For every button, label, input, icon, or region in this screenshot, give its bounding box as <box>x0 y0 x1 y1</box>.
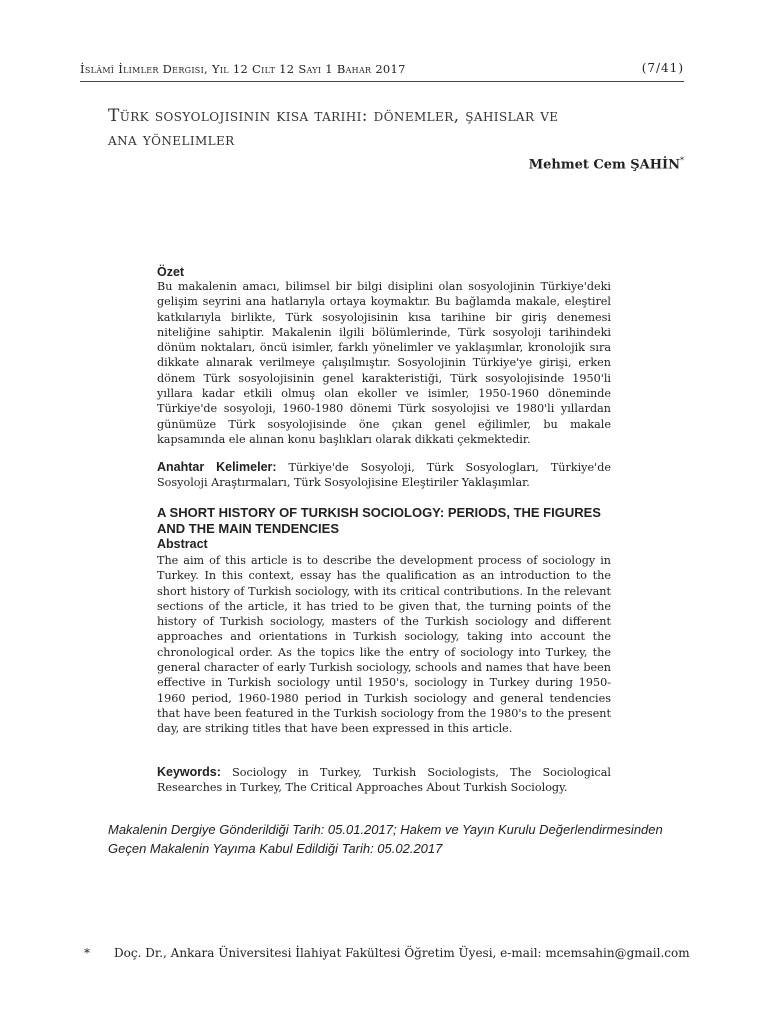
article-title <box>108 104 648 152</box>
header-rule <box>80 81 684 82</box>
english-keywords-label: Keywords: <box>157 765 221 779</box>
english-keywords <box>157 765 611 796</box>
journal-header: İslâmî İlimler Dergisi, Yıl 12 Cilt 12 Sayı 1 Bahar 2017 <box>80 62 406 76</box>
title-line-1: Türk sosyolojisinin kısa tarihi: dönemler, şahıslar ve <box>108 106 559 126</box>
author-name <box>529 156 684 172</box>
ozet-body: Bu makalenin amacı, bilimsel bir bilgi disiplini olan sosyolojinin Türkiye'deki gelişim seyrini ana hatlarıyla ortaya koymaktır. Bu bağlamda makale, eleştirel katkılarıyla birlikte, Türk sosyolojisinin kısa tarihine bir giriş denemesi niteliğine sahiptir. Makalenin ilgili bölümlerinde, Türk sosyoloji tarihindeki dönüm noktaları, öncü isimler, farklı yönelimler ve yaklaşımlar, kronolojik sıra dikkate alınarak verilmeye çalışılmıştır. Sosyolojinin Türkiye'ye girişi, erken dönem Türk sosyolojisinin genel karakteristiği, Türk sosyolojisinde 1950'li yıllara kadar etkili olmuş olan ekoller ve isimler, 1950-1960 döneminde Türkiye'de sosyoloji, 1960-1980 dönemi Türk sosyolojisi ve 1980'li yıllardan günümüze Türk sosyolojisinde öne çıkan genel eğilimler, bu makale kapsamında ele alınan konu başlıkları olarak dikkati çekmektedir. <box>157 280 611 446</box>
title-line-2: ana yönelimler <box>108 130 235 150</box>
turkish-keywords <box>157 460 611 491</box>
turkish-keywords-label: Anahtar Kelimeler: <box>157 460 277 474</box>
page-number: (7/41) <box>641 61 684 75</box>
english-title: A SHORT HISTORY OF TURKISH SOCIOLOGY: PERIODS, THE FIGURES AND THE MAIN TENDENCIES <box>157 505 601 536</box>
english-keywords-text: Sociology in Turkey, Turkish Sociologists, The Sociological Researches in Turkey, The Critical Approaches About Turkish Sociology. <box>157 766 612 795</box>
submission-dates: Makalenin Dergiye Gönderildiği Tarih: 05.01.2017; Hakem ve Yayın Kurulu Değerlendirmesinden Geçen Makalenin Yayıma Kabul Edildiği Tarih: 05.02.2017 <box>108 822 663 856</box>
footnote-mark: * <box>84 946 90 960</box>
ozet-heading: Özet <box>157 265 185 279</box>
author-text: Mehmet Cem ŞAHİN <box>528 157 680 173</box>
abstract-heading: Abstract <box>157 537 208 551</box>
author-footnote-mark: * <box>680 156 684 165</box>
abstract-body: The aim of this article is to describe the development process of sociology in Turkey. In this context, essay has the qualification as an introduction to the short history of Turkish sociology, with its critical contributions. In the relevant sections of the article, it has tried to be given that, the turning points of the history of Turkish sociology, masters of the Turkish sociology and different approaches and orientations in Turkish sociology, taking into account the chronological order. As the topics like the entry of sociology into Turkey, the general character of early Turkish sociology, schools and names that have been effective in Turkish sociology until 1950's, sociology in Turkey during 1950-1960 period, 1960-1980 period in Turkish sociology and general tendencies that have been featured in the Turkish sociology from the 1980's to the present day, are striking titles that have been expressed in this article. <box>157 554 611 736</box>
turkish-keywords-text: Türkiye'de Sosyoloji, Türk Sosyologları, Türkiye'de Sosyoloji Araştırmaları, Türk Sosyolojisine Eleştiriler Yaklaşımlar. <box>157 461 611 490</box>
footnote-text: Doç. Dr., Ankara Üniversitesi İlahiyat Fakültesi Öğretim Üyesi, e-mail: mcemsahin@gmail.com <box>114 946 690 960</box>
